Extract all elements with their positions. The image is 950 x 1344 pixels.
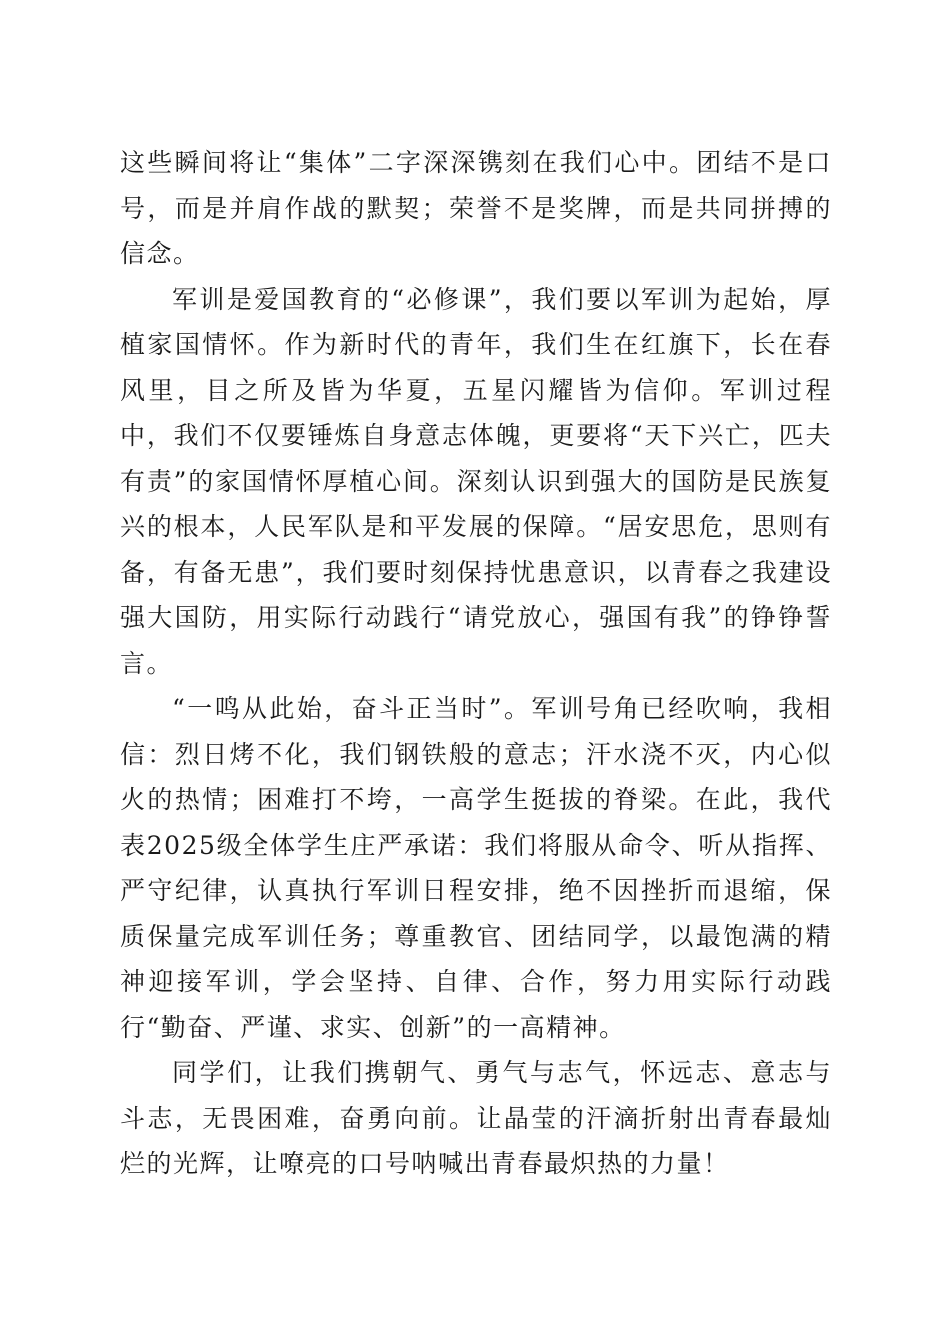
paragraph-patriotic-education: 军训是爱国教育的“必修课”，我们要以军训为起始，厚植家国情怀。作为新时代的青年，我们生在红旗下，长在春风里，目之所及皆为华夏，五星闪耀皆为信仰。军训过程中，我们不仅要锤炼自身意志体魄，更要将“天下兴亡，匹夫有责”的家国情怀厚植心间。深刻认识到强大的国防是民族复兴的根本，人民军队是和平发展的保障。“居安思危，思则有备，有备无患”，我们要时刻保持忧患意识，以青春之我建设强大国防，用实际行动践行“请党放心，强国有我”的铮铮誓言。 [120,284,832,678]
document-body [120,140,832,1187]
paragraph-closing: 同学们，让我们携朝气、勇气与志气，怀远志、意志与斗志，无畏困难，奋勇向前。让晶莹的汗滴折射出青春最灿烂的光辉，让嘹亮的口号呐喊出青春最炽热的力量！ [120,1058,832,1178]
paragraph-pledge: “一鸣从此始，奋斗正当时”。军训号角已经吹响，我相信：烈日烤不化，我们钢铁般的意志；汗水浇不灭，内心似火的热情；困难打不垮，一高学生挺拔的脊梁。在此，我代表2025级全体学生庄严承诺：我们将服从命令、听从指挥、严守纪律，认真执行军训日程安排，绝不因挫折而退缩，保质保量完成军训任务；尊重教官、团结同学，以最饱满的精神迎接军训，学会坚持、自律、合作，努力用实际行动践行“勤奋、严谨、求实、创新”的一高精神。 [120,694,832,1042]
paragraph-continuation: 这些瞬间将让“集体”二字深深镌刻在我们心中。团结不是口号，而是并肩作战的默契；荣誉不是奖牌，而是共同拼搏的信念。 [120,148,832,268]
